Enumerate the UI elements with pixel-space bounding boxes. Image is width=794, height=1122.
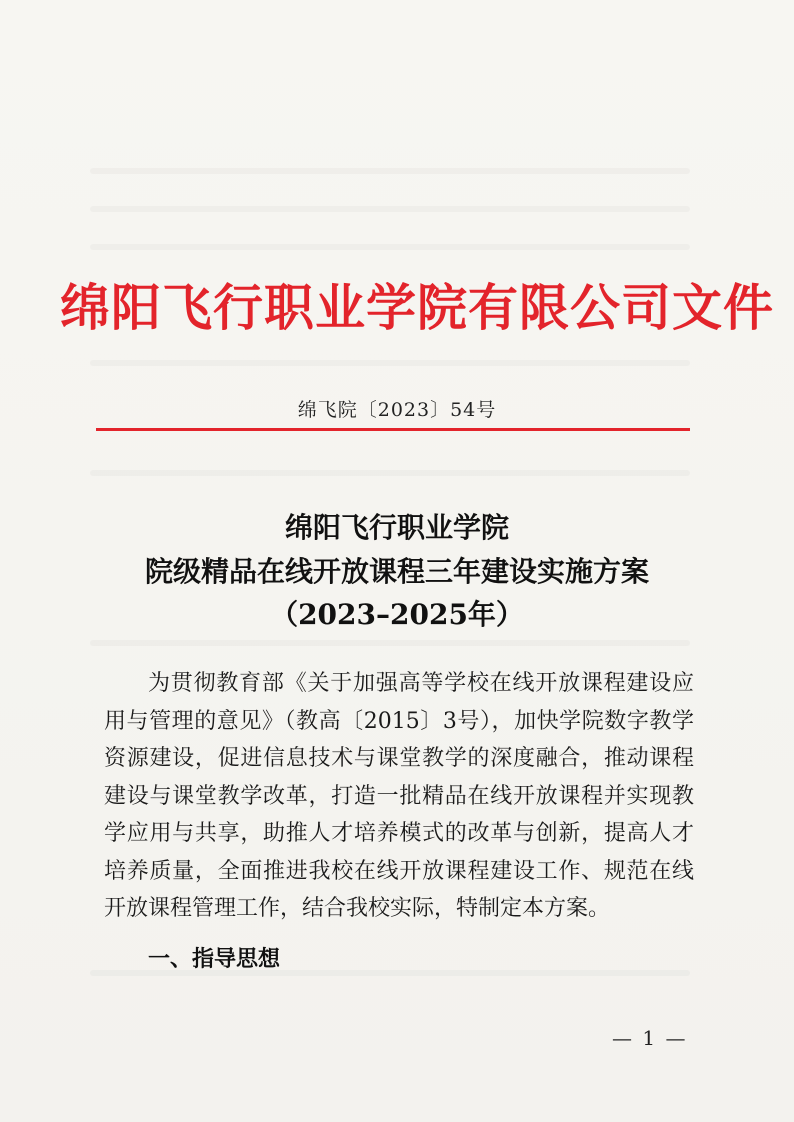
bleed-through-line [90,244,690,250]
letterhead-title: 绵阳飞行职业学院有限公司文件 [60,278,774,337]
document-title-line-2: 院级精品在线开放课程三年建设实施方案 [144,555,649,588]
document-title-line-3: （2023–2025年） [270,598,524,631]
bleed-through-line [90,470,690,476]
page-number: — 1 — [612,1026,688,1050]
document-title-line-1: 绵阳飞行职业学院 [284,511,509,544]
red-divider-line [96,428,690,431]
bleed-through-line [90,360,690,366]
bleed-through-line [90,206,690,212]
bleed-through-line [90,168,690,174]
body-paragraph: 为贯彻教育部《关于加强高等学校在线开放课程建设应用与管理的意见》（教高〔2015〕3号），加快学院数字教学资源建设，促进信息技术与课堂教学的深度融合，推动课程建设与课堂教学改革，打造一批精品在线开放课程并实现教学应用与共享，助推人才培养模式的改革与创新，提高人才培养质量，全面推进我校在线开放课程建设工作、规范在线开放课程管理工作，结合我校实际，特制定本方案。 [104,671,694,921]
section-heading: 一、指导思想 [148,947,281,972]
bleed-through-line [90,640,690,646]
document-number: 绵飞院〔2023〕54号 [297,399,497,421]
